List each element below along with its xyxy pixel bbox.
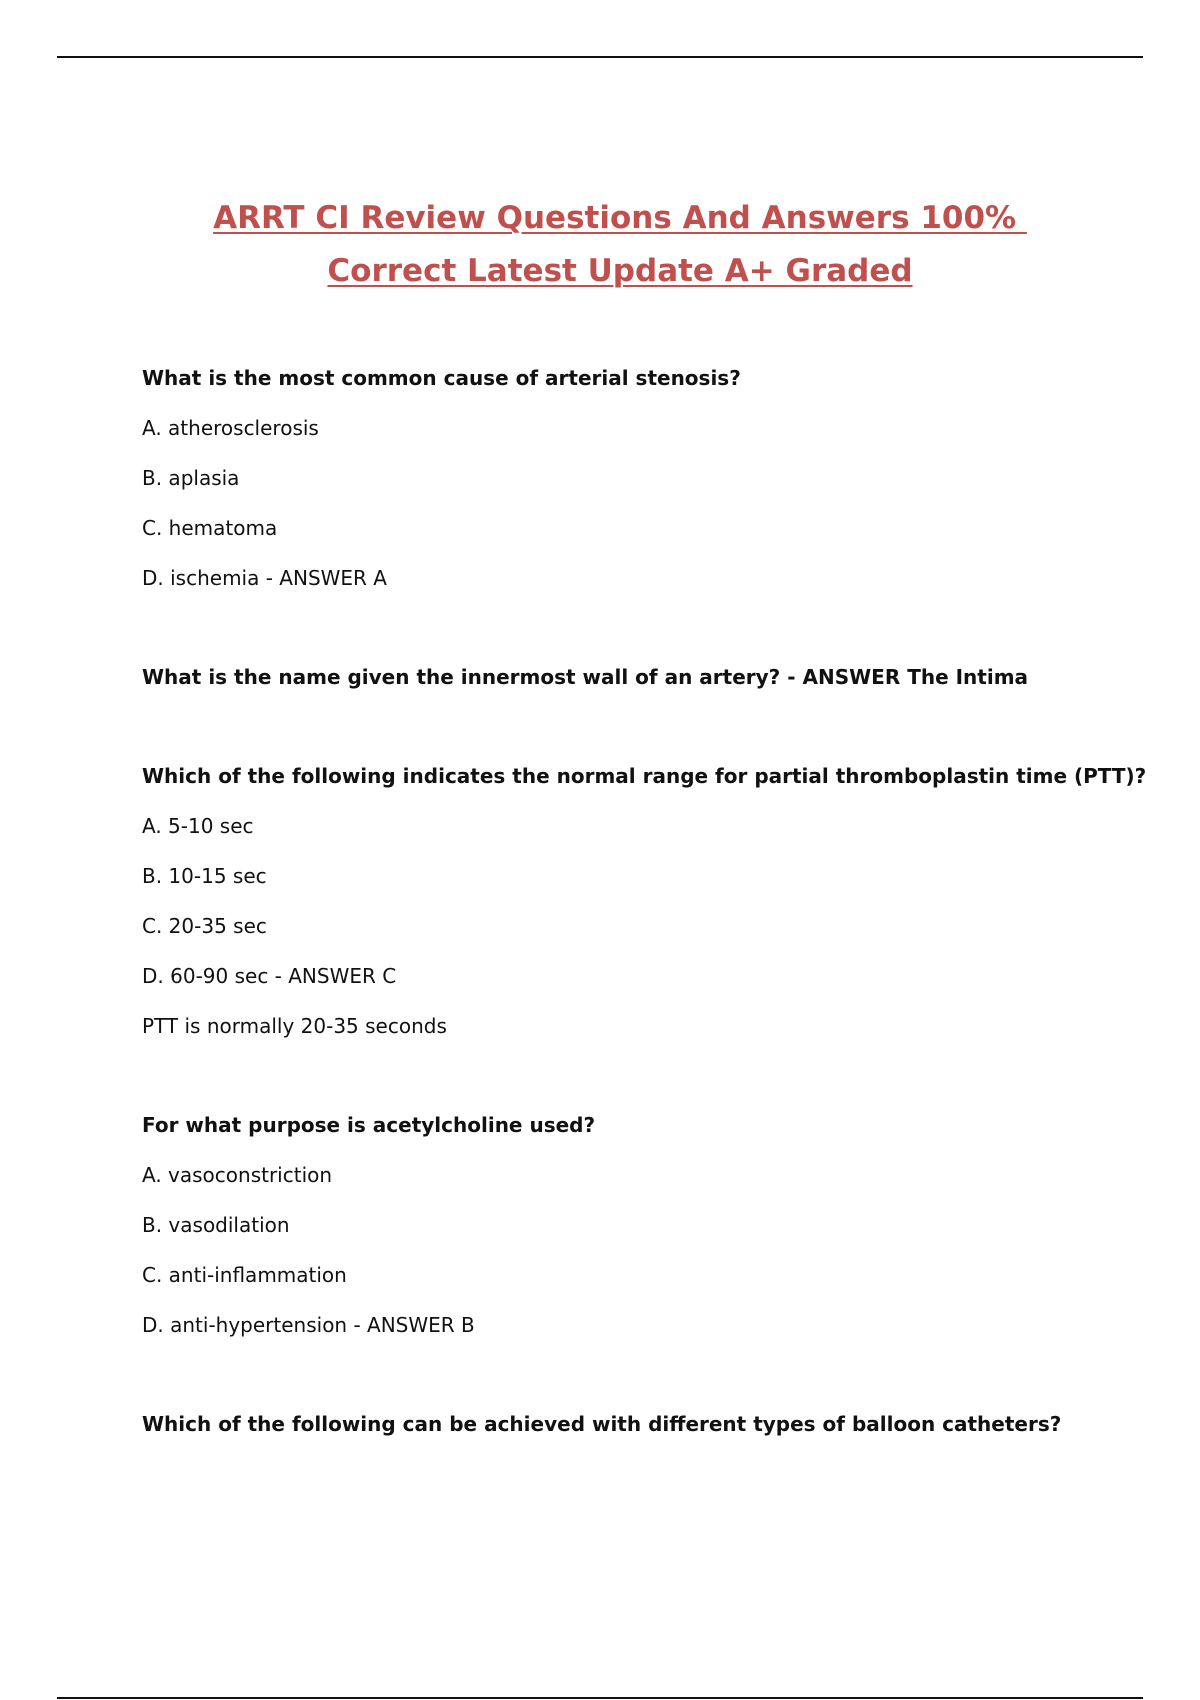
top-divider: [57, 56, 1143, 58]
question-text: For what purpose is acetylcholine used?: [142, 1113, 596, 1137]
question-block: [142, 1113, 1142, 1338]
answer-option: D. 60-90 sec - ANSWER C: [142, 964, 397, 988]
question-block: [142, 1412, 1142, 1437]
question-text: What is the name given the innermost wall of an artery? - ANSWER The Intima: [142, 665, 1029, 689]
spacer: [142, 616, 1142, 665]
answer-option: A. 5-10 sec: [142, 814, 254, 838]
answer-option: C. 20-35 sec: [142, 914, 267, 938]
answer-option: B. aplasia: [142, 466, 240, 490]
title-line-2: Correct Latest Update A+ Graded: [327, 253, 913, 289]
spacer: [142, 1064, 1142, 1113]
question-block: [142, 366, 1142, 591]
answer-option: A. atherosclerosis: [142, 416, 319, 440]
title-line-1: ARRT CI Review Questions And Answers 100%: [213, 200, 1027, 236]
document-body: [142, 366, 1147, 1462]
question-text: What is the most common cause of arterial stenosis?: [142, 366, 741, 390]
answer-option: D. anti-hypertension - ANSWER B: [142, 1313, 475, 1337]
question-text: Which of the following indicates the normal range for partial thromboplastin time (PTT)?: [142, 764, 1147, 788]
bottom-divider: [57, 1697, 1143, 1699]
answer-option: C. hematoma: [142, 516, 278, 540]
spacer: [142, 715, 1142, 764]
document-title: [0, 192, 1200, 298]
spacer: [142, 1363, 1142, 1412]
answer-option: D. ischemia - ANSWER A: [142, 566, 387, 590]
answer-explanation: PTT is normally 20-35 seconds: [142, 1014, 447, 1038]
answer-option: B. 10-15 sec: [142, 864, 267, 888]
question-text: Which of the following can be achieved with different types of balloon catheters?: [142, 1412, 1062, 1436]
answer-option: A. vasoconstriction: [142, 1163, 333, 1187]
question-block: [142, 665, 1142, 690]
answer-option: B. vasodilation: [142, 1213, 290, 1237]
answer-option: C. anti-inflammation: [142, 1263, 347, 1287]
question-block: [142, 764, 1147, 1039]
